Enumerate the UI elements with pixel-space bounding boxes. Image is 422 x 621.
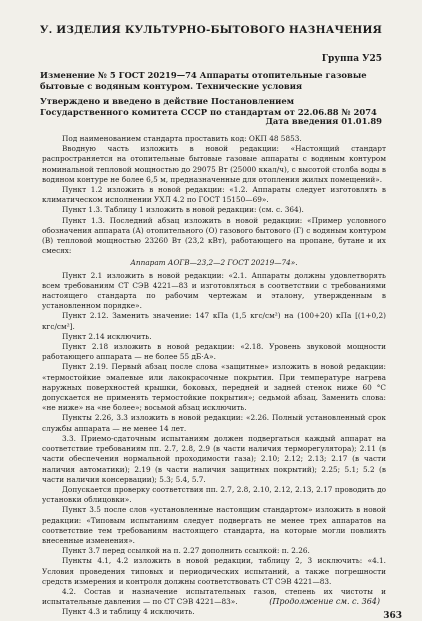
paragraph: Пункт 1.3. Последний абзац изложить в новой редакции: «Пример условного обозначения аппарата (А) отопительного (О) газового бытового (Г) с водяным контуром (В) тепловой мощностью 23260 Вт (23,2 кВт), работающего на пропане, бутане и их смесях:: [42, 215, 386, 256]
paragraph: Пункт 1.2 изложить в новой редакции: «1.2. Аппараты следует изготовлять в климатическом исполнении УХЛ 4.2 по ГОСТ 15150—69».: [42, 185, 386, 205]
paragraph: Пункты 4.1, 4.2 изложить в новой редакции, таблицу 2, 3 исключить: «4.1. Условия проведения типовых и периодических испытаний, а также погрешности средств измерения и контроля должны соответствовать СТ СЭВ 4221—83.: [42, 556, 386, 586]
paragraph: Пункт 1.3. Таблицу 1 изложить в новой редакции: (см. с. 364).: [62, 205, 304, 215]
amendment-title: Изменение № 5 ГОСТ 20219—74 Аппараты отопительные газовые бытовые с водяным контуром. Технические условия: [40, 70, 367, 91]
page-number: 363: [383, 611, 402, 621]
designation-example: Аппарат АОГВ—23,2—2 ГОСТ 20219—74».: [130, 258, 298, 268]
paragraph: Под наименованием стандарта проставить код: ОКП 48 5853.: [62, 134, 302, 143]
continuation-note: (Продолжение см. с. 364): [269, 597, 380, 606]
group-code: Группа У25: [321, 54, 382, 64]
paragraph: Пункт 2.14 исключить.: [62, 331, 152, 341]
paragraph: Допускается проверку соответствия пп. 2.7, 2.8, 2.10, 2.12, 2.13, 2.17 проводить до установки облицовки».: [42, 484, 386, 505]
paragraph: 3.3. Приемо-сдаточным испытаниям должен подвергаться каждый аппарат на соответствие требованиям пп. 2.7, 2.8, 2.9 (в части наличия терморегулятора); 2.11 (в части обеспечения нормальной проходимости газа); 2.10; 2.12; 2.13; 2.17 (в части наличия автоматики); 2.19 (в части наличия защитных покрытий); 2.25; 5.1; 5.2 (в части наличия консервации); 5.3; 5.4, 5.7.: [42, 433, 386, 484]
paragraph: Пункт 3.5 после слов «установленные настоящим стандартом» изложить в новой редакции: «Типовым испытаниям следует подвергать не менее трех аппаратов на соответствие тем требованиям настоящего стандарта, на которые могли повлиять внесенные изменения».: [42, 505, 386, 545]
approval-statement: Утверждено и введено в действие Постановлением Государственного комитета СССР по стандартам от 22.06.88 № 2074: [40, 96, 377, 117]
paragraph: Пункт 2.1 изложить в новой редакции: «2.1. Аппараты должны удовлетворять всем требованиям СТ СЭВ 4221—83 и изготовляться в соответствии с требованиями настоящего стандарта по рабочим чертежам и эталону, утвержденным в установленном порядке».: [42, 270, 386, 311]
paragraph: Пункт 2.12. Заменить значение: 147 кПа (1,5 кгс/см²) на (100+20) кПа [(1+0,2) кгс/см²].: [42, 311, 386, 331]
document-body: [42, 134, 386, 618]
paragraph: Вводную часть изложить в новой редакции: «Настоящий стандарт распространяется на отопительные бытовые газовые аппараты с водяным контуром номинальной тепловой мощностью до 29075 Вт (25000 ккал/ч), с высотой столба воды в водяном контуре не более 6,5 м, предназначенные для отопления жилых помещений».: [42, 144, 386, 184]
paragraph: 4.2. Состав и назначение испытательных газов, степень их чистоты и испытательные давления — по СТ СЭВ 4221—83».: [42, 586, 386, 607]
effective-date: Дата введения 01.01.89: [265, 116, 382, 126]
paragraph: Пункт 3.7 перед ссылкой на п. 2.27 дополнить ссылкой: п. 2.26.: [62, 546, 310, 556]
section-heading: У. ИЗДЕЛИЯ КУЛЬТУРНО-БЫТОВОГО НАЗНАЧЕНИЯ: [39, 24, 383, 36]
paragraph: Пункт 2.18 изложить в новой редакции: «2.18. Уровень звуковой мощности работающего аппарата — не более 55 дБ·А».: [42, 342, 386, 362]
paragraph: Пункты 2.26, 3.3 изложить в новой редакции: «2.26. Полный установленный срок службы аппарата — не менее 14 лет.: [42, 413, 386, 433]
paragraph: Пункт 2.19. Первый абзац после слова «защитные» изложить в новой редакции: «термостойкие эмалевые или лакокрасочные покрытия. При температуре нагрева наружных поверхностей крышки, боковых, передней и задней стенок ниже 60 °С допускается не применять термостойкие покрытия»; седьмой абзац. Заменить слова: «не ниже» на «не более»; восьмой абзац исключить.: [42, 362, 386, 413]
paragraph: Пункт 4.3 и таблицу 4 исключить.: [62, 607, 195, 617]
